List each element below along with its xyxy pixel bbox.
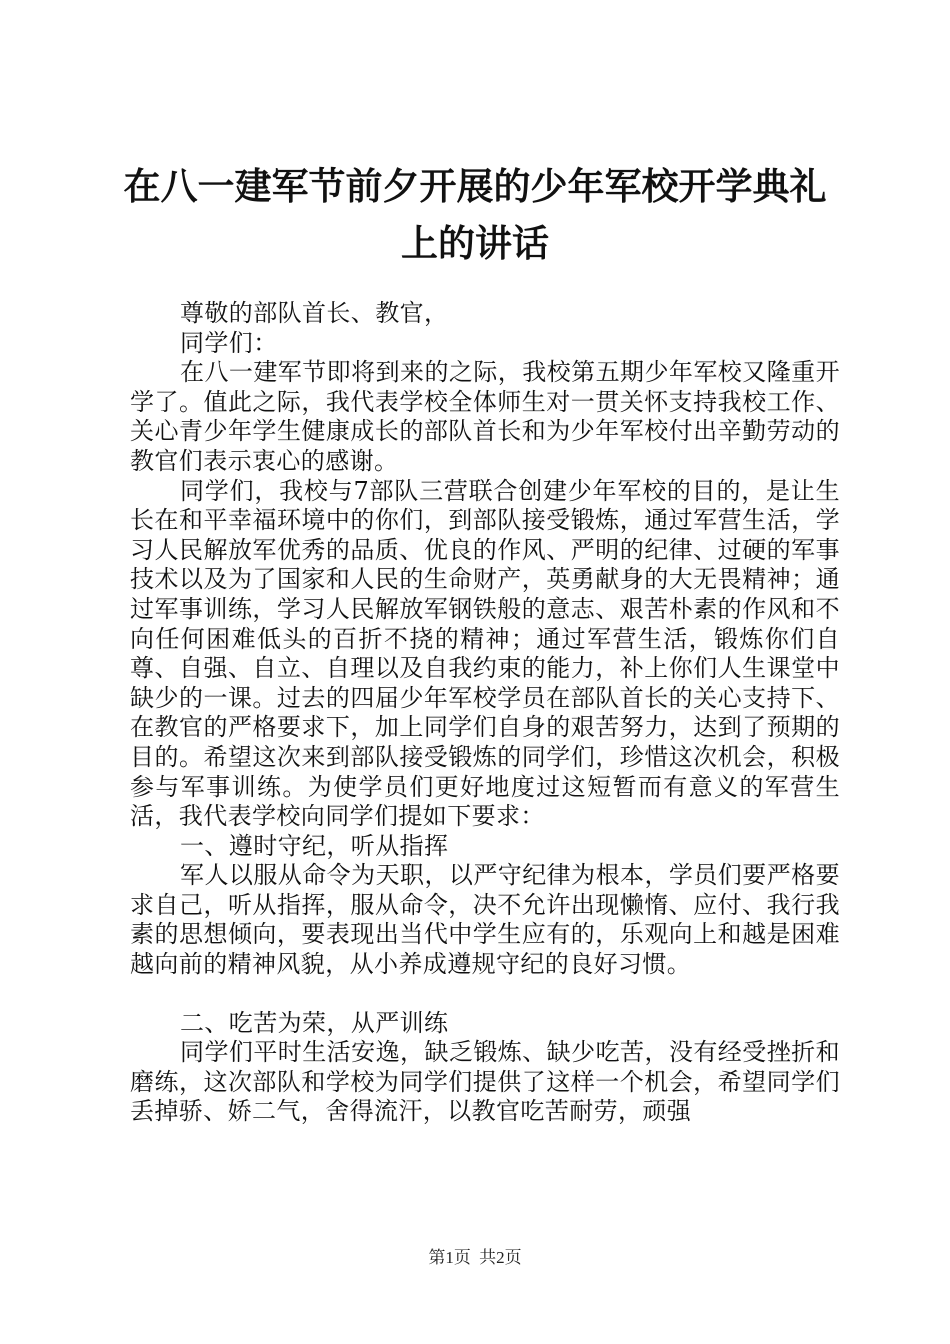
- page-total: 共2页: [479, 1248, 522, 1267]
- body-paragraph: 同学们，我校与7部队三营联合创建少年军校的目的，是让生长在和平幸福环境中的你们，到部队接受锻炼，通过军营生活，学习人民解放军优秀的品质、优良的作风、严明的纪律、过硬的军事技术以及为了国家和人民的生命财产，英勇献身的大无畏精神；通过军事训练，学习人民解放军钢铁般的意志、艰苦朴素的作风和不向任何困难低头的百折不挠的精神；通过军营生活，锻炼你们自尊、自强、自立、自理以及自我约束的能力，补上你们人生课堂中缺少的一课。过去的四届少年军校学员在部队首长的关心支持下、在教官的严格要求下，加上同学们自身的艰苦努力，达到了预期的目的。希望这次来到部队接受锻炼的同学们，珍惜这次机会，积极参与军事训练。为使学员们更好地度过这短暂而有意义的军营生活，我代表学校向同学们提如下要求：: [130, 476, 840, 831]
- salutation-line: 尊敬的部队首长、教官，: [180, 299, 449, 327]
- document-title: 在八一建军节前夕开展的少年军校开学典礼上的讲话: [123, 164, 827, 265]
- paragraph-spacer: [130, 980, 840, 1009]
- salutation-line: 同学们：: [180, 328, 278, 357]
- body-paragraph: 同学们平时生活安逸，缺乏锻炼、缺少吃苦，没有经受挫折和磨练，这次部队和学校为同学们提供了这样一个机会，希望同学们丢掉骄、娇二气，舍得流汗，以教官吃苦耐劳，顽强: [130, 1038, 840, 1126]
- document-body: [130, 299, 840, 1127]
- page-number: 第1页: [428, 1248, 471, 1267]
- page-footer: [0, 1248, 950, 1268]
- body-paragraph: 在八一建军节即将到来的之际，我校第五期少年军校又隆重开学了。值此之际，我代表学校全体师生对一贯关怀支持我校工作、关心青少年学生健康成长的部队首长和为少年军校付出辛勤劳动的教官们表示衷心的感谢。: [130, 358, 840, 475]
- section-heading: 二、吃苦为荣，从严训练: [180, 1008, 449, 1037]
- body-paragraph: 军人以服从命令为天职，以严守纪律为根本，学员们要严格要求自己，听从指挥，服从命令，决不允许出现懒惰、应付、我行我素的思想倾向，要表现出当代中学生应有的，乐观向上和越是困难越向前的精神风貌，从小养成遵规守纪的良好习惯。: [130, 861, 840, 979]
- section-heading: 一、遵时守纪，听从指挥: [180, 831, 449, 860]
